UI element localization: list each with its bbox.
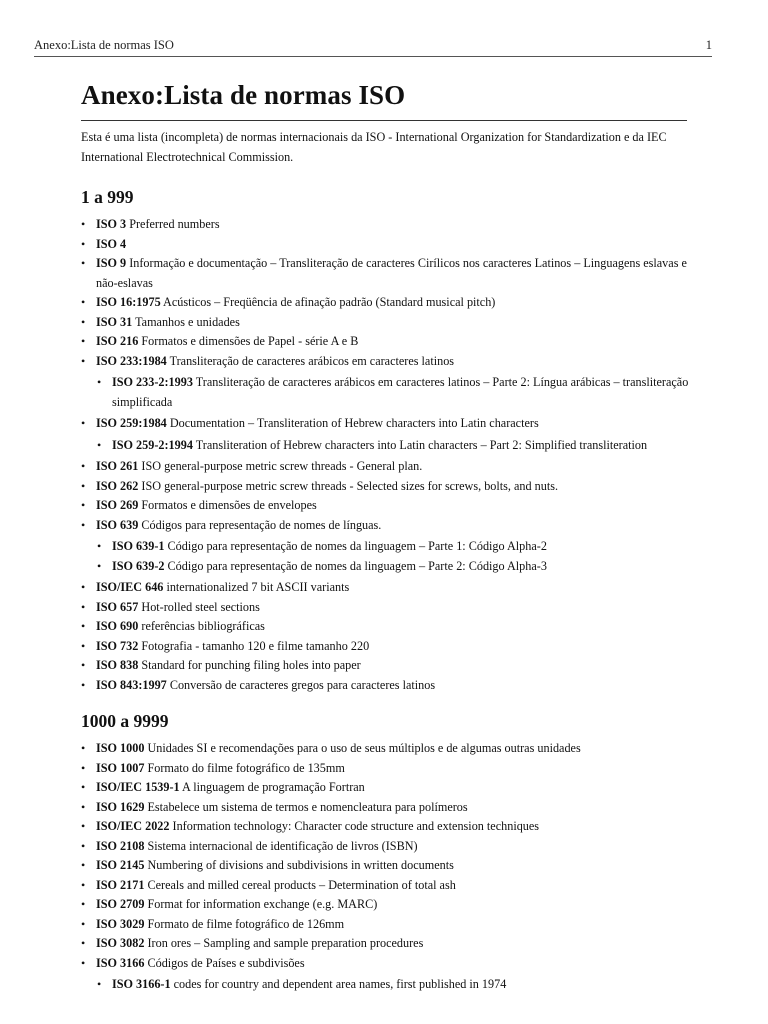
standard-description: Código para representação de nomes da linguagem – Parte 1: Código Alpha-2 bbox=[164, 539, 547, 553]
standard-description: Numbering of divisions and subdivisions in written documents bbox=[144, 858, 454, 872]
list-item bbox=[81, 739, 691, 759]
running-header bbox=[34, 38, 712, 53]
title-divider bbox=[81, 120, 687, 121]
standard-code: ISO 3029 bbox=[96, 916, 145, 931]
standard-description: Preferred numbers bbox=[126, 217, 220, 231]
standard-code: ISO 2108 bbox=[96, 838, 145, 853]
standard-code: ISO 16:1975 bbox=[96, 295, 161, 309]
list-item bbox=[81, 235, 691, 255]
standard-code: ISO 838 bbox=[96, 658, 139, 672]
intro-paragraph: Esta é uma lista (incompleta) de normas internacionais da ISO - International Organization for Standardization e da IEC International Electrotechnical Commission. bbox=[81, 130, 667, 164]
page-title: Anexo:Lista de normas ISO bbox=[81, 80, 406, 110]
standard-code: ISO 3166-1 bbox=[112, 977, 171, 991]
list-item bbox=[81, 759, 691, 779]
standard-code: ISO 269 bbox=[96, 498, 139, 512]
section-heading-1000-9999: 1000 a 9999 bbox=[81, 711, 169, 731]
list-item bbox=[81, 837, 691, 857]
standard-description: Unidades SI e recomendações para o uso de seus múltiplos e de algumas outras unidades bbox=[144, 741, 581, 755]
standard-code: ISO 216 bbox=[96, 334, 139, 348]
standard-description: Estabelece um sistema de termos e nomencleatura para polímeros bbox=[144, 799, 468, 814]
list-item bbox=[81, 617, 691, 637]
list-item bbox=[81, 817, 691, 837]
sub-list-item bbox=[97, 537, 691, 557]
standard-description: Documentation – Transliteration of Hebrew characters into Latin characters bbox=[166, 416, 539, 430]
sub-list-item bbox=[97, 436, 691, 456]
standard-code: ISO 9 bbox=[96, 256, 127, 270]
standard-description: Códigos para representação de nomes de línguas. bbox=[138, 517, 382, 532]
standard-description: Sistema internacional de identificação de livros (ISBN) bbox=[144, 838, 418, 853]
header-divider bbox=[34, 56, 712, 57]
standard-description: Acústicos – Freqüência de afinação padrão (Standard musical pitch) bbox=[160, 295, 496, 309]
standard-code: ISO 233:1984 bbox=[96, 353, 167, 368]
sub-list-item bbox=[97, 373, 691, 412]
standard-description: Information technology: Character code structure and extension techniques bbox=[169, 819, 540, 833]
standard-description: A linguagem de programação Fortran bbox=[179, 780, 365, 794]
standard-code: ISO 4 bbox=[96, 236, 127, 251]
sub-list-item bbox=[97, 975, 691, 995]
list-item bbox=[81, 578, 691, 598]
standard-description: Cereals and milled cereal products – Determination of total ash bbox=[144, 877, 456, 892]
standard-code: ISO 259-2:1994 bbox=[112, 437, 193, 452]
standard-code: ISO 732 bbox=[96, 638, 139, 653]
standard-code: ISO 657 bbox=[96, 599, 139, 614]
standard-description: Formatos e dimensões de Papel - série A e B bbox=[138, 334, 359, 348]
list-item bbox=[81, 254, 691, 293]
standard-code: ISO 639 bbox=[96, 517, 139, 532]
list-item bbox=[81, 798, 691, 818]
list-item bbox=[81, 915, 691, 935]
standard-description: Transliteração de caracteres arábicos em caracteres latinos – Parte 2: Língua arábicas – transliteração simplificada bbox=[112, 375, 689, 409]
standard-description: Código para representação de nomes da linguagem – Parte 2: Código Alpha-3 bbox=[164, 558, 547, 573]
list-item bbox=[81, 414, 691, 434]
standard-description: Fotografia - tamanho 120 e filme tamanho 220 bbox=[138, 638, 370, 653]
standard-code: ISO 262 bbox=[96, 478, 139, 493]
standards-list-1000-9999 bbox=[81, 739, 691, 997]
standard-description: Format for information exchange (e.g. MARC) bbox=[144, 897, 378, 911]
list-item bbox=[81, 676, 691, 696]
standard-code: ISO 639-2 bbox=[112, 558, 165, 573]
list-item bbox=[81, 895, 691, 915]
standard-description: codes for country and dependent area names, first published in 1974 bbox=[170, 977, 507, 991]
standard-description: Formato de filme fotográfico de 126mm bbox=[144, 916, 345, 931]
standard-code: ISO 31 bbox=[96, 314, 133, 329]
standard-description: Conversão de caracteres gregos para caracteres latinos bbox=[166, 677, 436, 692]
standard-code: ISO 639-1 bbox=[112, 539, 165, 553]
running-header-title: Anexo:Lista de normas ISO bbox=[34, 38, 174, 52]
standard-description: Hot-rolled steel sections bbox=[138, 599, 260, 614]
standard-code: ISO/IEC 646 bbox=[96, 580, 164, 594]
sub-list-item bbox=[97, 557, 691, 577]
standard-description: internationalized 7 bit ASCII variants bbox=[163, 580, 350, 594]
standards-list-1-999 bbox=[81, 215, 691, 695]
standard-code: ISO/IEC 2022 bbox=[96, 819, 170, 833]
list-item bbox=[81, 876, 691, 896]
list-item bbox=[81, 778, 691, 798]
standard-code: ISO 261 bbox=[96, 459, 139, 473]
standard-code: ISO 3 bbox=[96, 217, 127, 231]
standard-code: ISO 3166 bbox=[96, 955, 145, 970]
standard-description: Standard for punching filing holes into paper bbox=[138, 658, 361, 672]
list-item bbox=[81, 332, 691, 352]
section-heading-1-999: 1 a 999 bbox=[81, 187, 134, 207]
list-item bbox=[81, 293, 691, 313]
standard-description: Transliteração de caracteres arábicos em caracteres latinos bbox=[166, 353, 455, 368]
list-item bbox=[81, 954, 691, 974]
standard-description: Transliteration of Hebrew characters into Latin characters – Part 2: Simplified transliteration bbox=[192, 437, 648, 452]
standard-code: ISO/IEC 1539-1 bbox=[96, 780, 180, 794]
standard-description: Tamanhos e unidades bbox=[132, 314, 240, 329]
standard-code: ISO 1007 bbox=[96, 760, 145, 775]
list-item bbox=[81, 352, 691, 372]
standard-code: ISO 1629 bbox=[96, 799, 145, 814]
standard-code: ISO 2709 bbox=[96, 897, 145, 911]
list-item bbox=[81, 656, 691, 676]
standard-description: ISO general-purpose metric screw threads - Selected sizes for screws, bolts, and nuts. bbox=[138, 478, 559, 493]
page-number: 1 bbox=[705, 38, 712, 52]
standard-description: Informação e documentação – Transliteração de caracteres Cirílicos nos caracteres Latinos – Linguagens eslavas e não-eslavas bbox=[96, 256, 687, 290]
list-item bbox=[81, 934, 691, 954]
list-item bbox=[81, 477, 691, 497]
standard-description: Formato do filme fotográfico de 135mm bbox=[144, 760, 345, 775]
standard-code: ISO 1000 bbox=[96, 741, 145, 755]
list-item bbox=[81, 457, 691, 477]
list-item bbox=[81, 598, 691, 618]
list-item bbox=[81, 516, 691, 536]
standard-code: ISO 259:1984 bbox=[96, 416, 167, 430]
standard-code: ISO 2145 bbox=[96, 858, 145, 872]
standard-description: referências bibliográficas bbox=[138, 619, 265, 633]
list-item bbox=[81, 637, 691, 657]
list-item bbox=[81, 215, 691, 235]
standard-description: Formatos e dimensões de envelopes bbox=[138, 498, 317, 512]
list-item bbox=[81, 496, 691, 516]
standard-description: Códigos de Países e subdivisões bbox=[144, 955, 305, 970]
standard-code: ISO 843:1997 bbox=[96, 677, 167, 692]
list-item bbox=[81, 856, 691, 876]
standard-description: ISO general-purpose metric screw threads - General plan. bbox=[138, 459, 423, 473]
standard-code: ISO 690 bbox=[96, 619, 139, 633]
list-item bbox=[81, 313, 691, 333]
standard-code: ISO 233-2:1993 bbox=[112, 375, 193, 389]
standard-code: ISO 3082 bbox=[96, 936, 145, 950]
standard-code: ISO 2171 bbox=[96, 877, 145, 892]
standard-description: Iron ores – Sampling and sample preparation procedures bbox=[144, 936, 424, 950]
